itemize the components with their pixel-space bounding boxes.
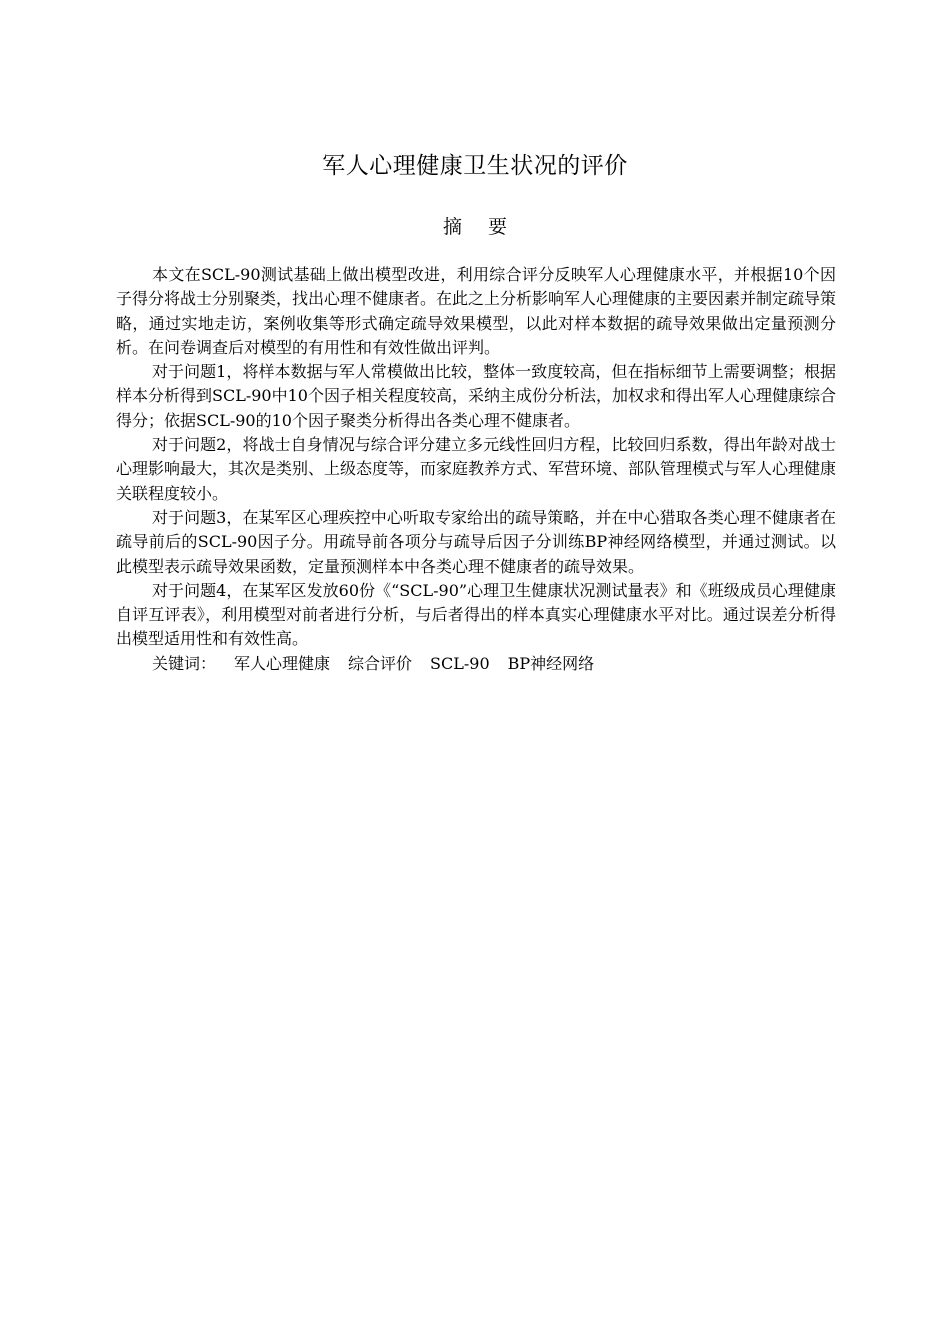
keywords-label: 关键词：: [152, 653, 217, 673]
abstract-paragraph-problem-2: 对于问题2，将战士自身情况与综合评分建立多元线性回归方程，比较回归系数，得出年龄对战士心理影响最大，其次是类别、上级态度等，而家庭教养方式、军营环境、部队管理模式与军人心理健康关联程度较小。: [116, 435, 837, 503]
abstract-body: [116, 263, 836, 676]
keyword-item: 军人心理健康: [234, 653, 331, 673]
abstract-heading-char-2: 要: [488, 216, 508, 238]
keyword-item: SCL-90: [430, 653, 490, 673]
abstract-paragraph-intro: 本文在SCL-90测试基础上做出模型改进，利用综合评分反映军人心理健康水平，并根据10个因子得分将战士分别聚类，找出心理不健康者。在此之上分析影响军人心理健康的主要因素并制定疏导策略，通过实地走访，案例收集等形式确定疏导效果模型，以此对样本数据的疏导效果做出定量预测分析。在问卷调查后对模型的有用性和有效性做出评判。: [116, 265, 837, 357]
keyword-item: BP神经网络: [507, 653, 595, 673]
abstract-paragraph-problem-3: 对于问题3，在某军区心理疾控中心听取专家给出的疏导策略，并在中心猎取各类心理不健康者在疏导前后的SCL-90因子分。用疏导前各项分与疏导后因子分训练BP神经网络模型，并通过测试。以此模型表示疏导效果函数，定量预测样本中各类心理不健康者的疏导效果。: [116, 507, 836, 576]
keywords-line: [116, 652, 836, 676]
abstract-paragraph-problem-1: 对于问题1，将样本数据与军人常模做出比较，整体一致度较高，但在指标细节上需要调整；根据样本分析得到SCL-90中10个因子相关程度较高，采纳主成份分析法，加权求和得出军人心理健康综合得分；依据SCL-90的10个因子聚类分析得出各类心理不健康者。: [116, 362, 836, 430]
abstract-heading-char-1: 摘: [442, 216, 462, 238]
abstract-paragraph-problem-4: 对于问题4，在某军区发放60份《“SCL-90”心理卫生健康状况测试量表》和《班级成员心理健康自评互评表》，利用模型对前者进行分析，与后者得出的样本真实心理健康水平对比。通过误差分析得出模型适用性和有效性高。: [116, 580, 836, 649]
paper-title: 军人心理健康卫生状况的评价: [322, 153, 628, 179]
keyword-item: 综合评价: [348, 653, 413, 673]
abstract-heading: [0, 212, 950, 239]
